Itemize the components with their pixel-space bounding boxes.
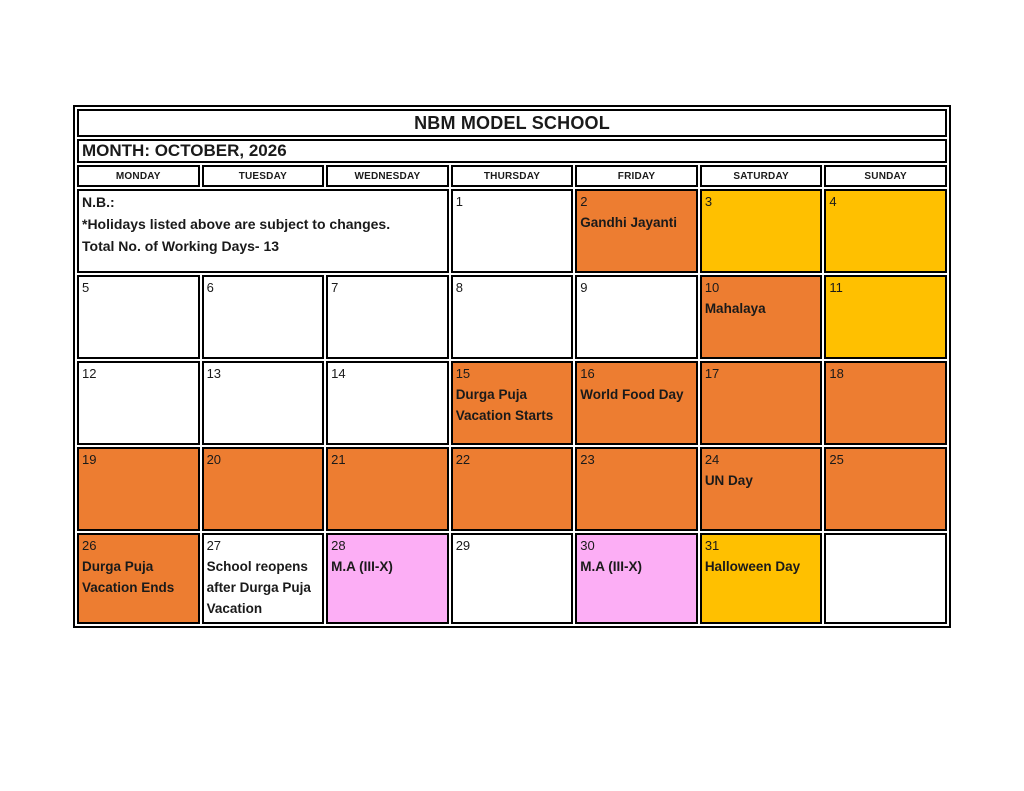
weekday-header-monday: MONDAY xyxy=(77,165,200,187)
day-cell-22 xyxy=(451,447,574,531)
day-cell-12 xyxy=(77,361,200,445)
day-number: 10 xyxy=(704,280,720,295)
week-row-1 xyxy=(77,189,947,273)
event-label: Gandhi Jayanti xyxy=(580,215,678,230)
day-cell-15 xyxy=(451,361,574,445)
day-number: 12 xyxy=(82,366,97,381)
day-number: 27 xyxy=(206,538,222,553)
weekday-header-tuesday: TUESDAY xyxy=(202,165,325,187)
week-row-3 xyxy=(77,361,947,445)
day-number: 9 xyxy=(580,280,588,295)
day-cell-30 xyxy=(575,533,698,624)
note-line-1: N.B.: xyxy=(82,194,115,210)
day-cell-9 xyxy=(575,275,698,359)
day-number: 13 xyxy=(206,366,222,381)
weekday-header-row xyxy=(77,165,947,187)
day-number: 22 xyxy=(455,452,471,467)
event-label: M.A (III-X) xyxy=(331,559,393,574)
day-cell-14 xyxy=(326,361,449,445)
day-number: 24 xyxy=(704,452,720,467)
day-number: 8 xyxy=(455,280,463,295)
event-label: Durga Puja Vacation Ends xyxy=(82,559,175,595)
day-cell-6 xyxy=(202,275,325,359)
school-calendar-table xyxy=(73,105,951,628)
day-number: 17 xyxy=(704,366,720,381)
event-label: School reopens after Durga Puja Vacation xyxy=(206,559,311,616)
note-line-3: Total No. of Working Days- 13 xyxy=(82,238,280,254)
day-number: 25 xyxy=(829,452,844,467)
day-number: 3 xyxy=(704,194,713,209)
day-number: 15 xyxy=(455,366,471,381)
day-cell-7 xyxy=(326,275,449,359)
weekday-header-thursday: THURSDAY xyxy=(451,165,574,187)
day-number: 23 xyxy=(580,452,595,467)
day-number: 1 xyxy=(455,194,463,209)
day-cell-2 xyxy=(575,189,698,273)
day-number: 11 xyxy=(829,280,843,295)
day-cell-31 xyxy=(700,533,823,624)
day-cell-20 xyxy=(202,447,325,531)
month-title: MONTH: OCTOBER, 2026 xyxy=(77,139,947,163)
day-cell-21 xyxy=(326,447,449,531)
day-number: 6 xyxy=(206,280,214,295)
day-cell-17 xyxy=(700,361,823,445)
month-row xyxy=(77,139,947,163)
day-cell-16 xyxy=(575,361,698,445)
week-row-2 xyxy=(77,275,947,359)
event-label: M.A (III-X) xyxy=(580,559,642,574)
day-number: 20 xyxy=(206,452,222,467)
day-cell-24 xyxy=(700,447,823,531)
week-row-5 xyxy=(77,533,947,624)
weekday-header-sunday: SUNDAY xyxy=(824,165,947,187)
day-cell-4 xyxy=(824,189,947,273)
day-cell-11 xyxy=(824,275,947,359)
day-cell-23 xyxy=(575,447,698,531)
day-number: 5 xyxy=(82,280,90,295)
event-label: Mahalaya xyxy=(704,301,766,316)
day-cell-26 xyxy=(77,533,200,624)
day-cell-3 xyxy=(700,189,823,273)
day-cell-1 xyxy=(451,189,574,273)
day-number: 19 xyxy=(82,452,97,467)
empty-day-cell xyxy=(824,533,947,624)
day-number: 16 xyxy=(580,366,595,381)
day-number: 28 xyxy=(331,538,346,553)
day-cell-28 xyxy=(326,533,449,624)
day-cell-27 xyxy=(202,533,325,624)
note-cell xyxy=(77,189,449,273)
day-number: 18 xyxy=(829,366,844,381)
day-number: 21 xyxy=(331,452,346,467)
day-cell-13 xyxy=(202,361,325,445)
day-cell-19 xyxy=(77,447,200,531)
day-number: 4 xyxy=(829,194,837,209)
day-number: 14 xyxy=(331,366,346,381)
event-label: Durga Puja Vacation Starts xyxy=(455,387,554,423)
day-cell-18 xyxy=(824,361,947,445)
weekday-header-saturday: SATURDAY xyxy=(700,165,823,187)
day-cell-10 xyxy=(700,275,823,359)
day-number: 31 xyxy=(704,538,720,553)
school-name-title: NBM MODEL SCHOOL xyxy=(77,109,947,137)
day-number: 7 xyxy=(331,280,339,295)
day-cell-29 xyxy=(451,533,574,624)
week-row-4 xyxy=(77,447,947,531)
weekday-header-wednesday: WEDNESDAY xyxy=(326,165,449,187)
event-label: World Food Day xyxy=(580,387,684,402)
title-row xyxy=(77,109,947,137)
day-cell-5 xyxy=(77,275,200,359)
event-label: UN Day xyxy=(704,473,753,488)
note-line-2: *Holidays listed above are subject to changes. xyxy=(82,216,391,232)
day-number: 30 xyxy=(580,538,595,553)
day-cell-8 xyxy=(451,275,574,359)
day-number: 26 xyxy=(82,538,97,553)
weekday-header-friday: FRIDAY xyxy=(575,165,698,187)
day-number: 2 xyxy=(580,194,588,209)
day-number: 29 xyxy=(455,538,471,553)
event-label: Halloween Day xyxy=(704,559,801,574)
day-cell-25 xyxy=(824,447,947,531)
